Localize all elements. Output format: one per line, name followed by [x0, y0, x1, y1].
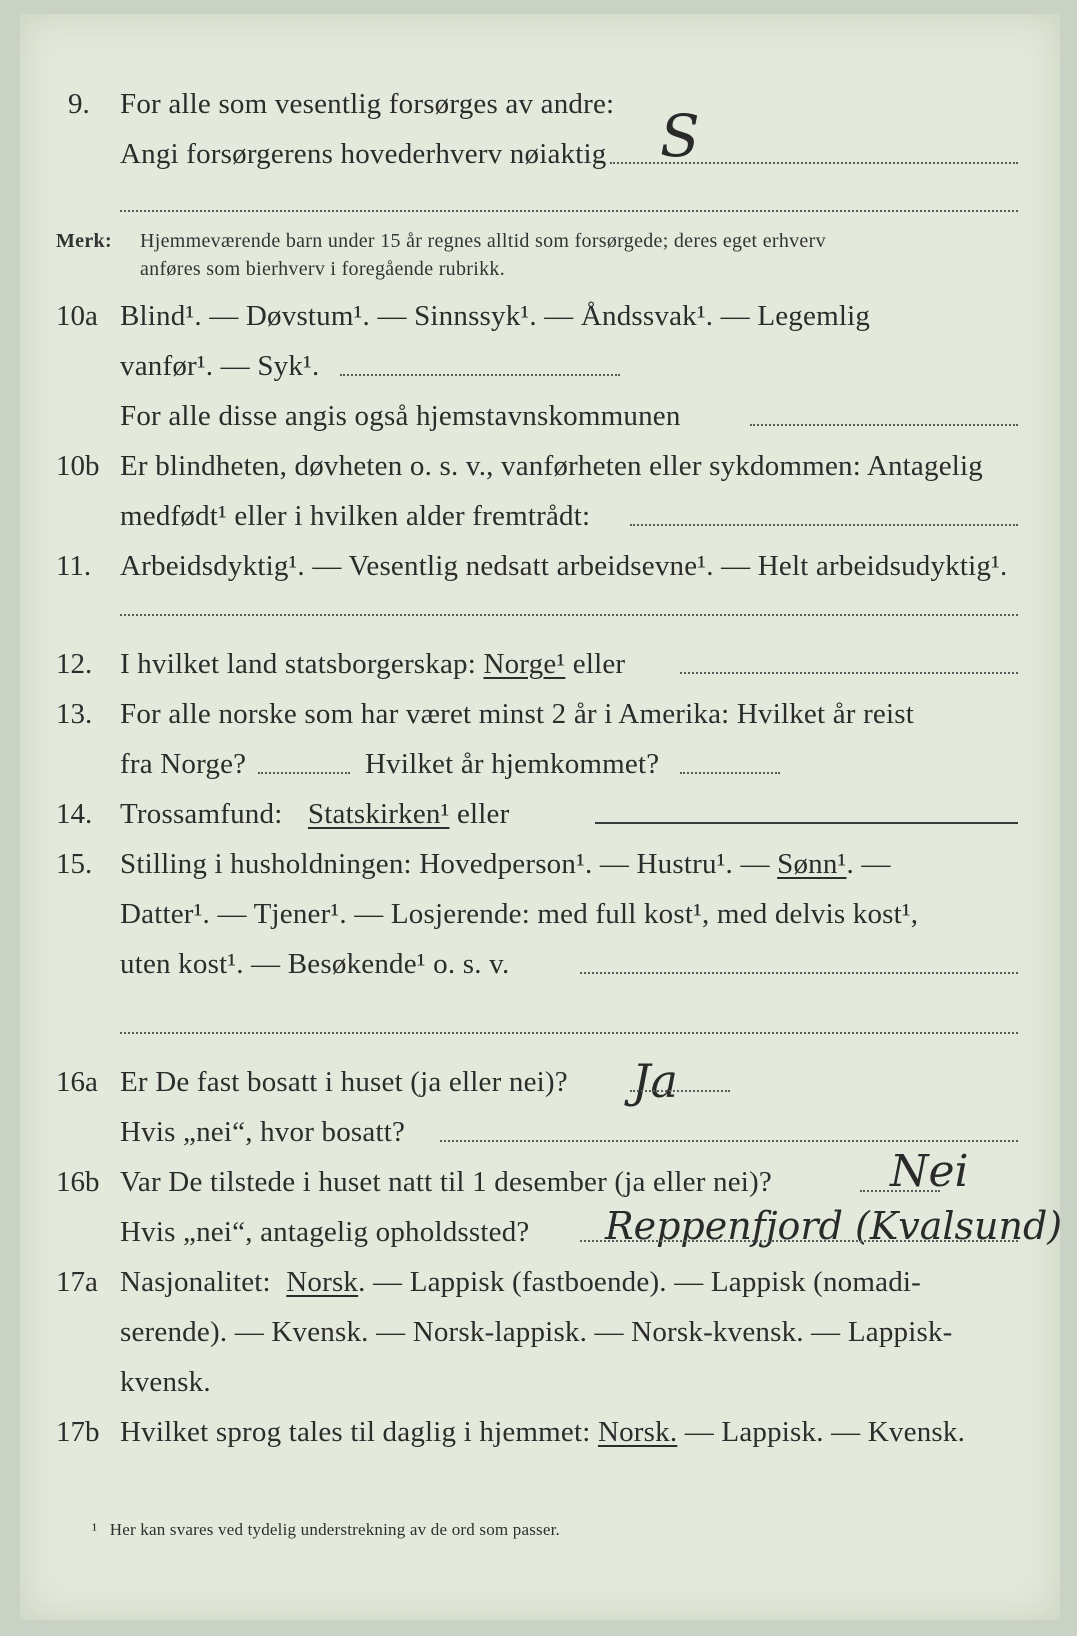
q16b-answer-line	[860, 1190, 940, 1192]
q16a-residence-line	[440, 1140, 1018, 1142]
q12-number: 12.	[56, 648, 93, 680]
q15-line1-suffix: . —	[846, 848, 891, 880]
q16b-number: 16b	[56, 1166, 100, 1198]
q14-prefix: Trossamfund:	[120, 798, 283, 830]
q15-number: 15.	[56, 848, 93, 880]
q17a-line2: serende). — Kvensk. — Norsk-lappisk. — Norsk-kvensk. — Lappisk-	[120, 1316, 953, 1348]
q17a-line3: kvensk.	[120, 1366, 211, 1398]
q10a-answer-line	[340, 374, 620, 376]
q17a-number: 17a	[56, 1266, 98, 1298]
q17b-prefix: Hvilket sprog tales til daglig i hjemmet:	[120, 1416, 591, 1448]
q15-line1	[120, 848, 891, 881]
q13-number: 13.	[56, 698, 93, 730]
merk-line2: anføres som bierhverv i foregående rubrikk.	[140, 258, 505, 280]
merk-label: Merk:	[56, 230, 112, 252]
q16a-line2: Hvis „nei“, hvor bosatt?	[120, 1116, 406, 1148]
q10a-line2: vanfør¹. — Syk¹.	[120, 350, 320, 382]
q13-line2a: fra Norge?	[120, 748, 247, 780]
q14-number: 14.	[56, 798, 93, 830]
q12-underlined-answer: Norge¹	[483, 648, 566, 680]
q10a-hometown-line	[750, 424, 1018, 426]
q10b-number: 10b	[56, 450, 100, 482]
q10b-line2: medfødt¹ eller i hvilken alder fremtrådt:	[120, 500, 591, 532]
q12-prefix: I hvilket land statsborgerskap:	[120, 648, 477, 680]
footnote	[92, 1520, 560, 1540]
q13-line2b: Hvilket år hjemkommet?	[365, 748, 660, 780]
q15-line1-prefix: Stilling i husholdningen: Hovedperson¹. — Hustru¹. —	[120, 848, 770, 880]
q17a-line1	[120, 1266, 921, 1299]
q16b-line1: Var De tilstede i huset natt til 1 desember (ja eller nei)?	[120, 1166, 772, 1198]
merk-line1: Hjemmeværende barn under 15 år regnes alltid som forsørgede; deres eget erhverv	[140, 230, 826, 252]
q10a-line1: Blind¹. — Døvstum¹. — Sinnssyk¹. — Åndssvak¹. — Legemlig	[120, 300, 871, 332]
q15-blank-line	[120, 1032, 1018, 1034]
q15-line3: uten kost¹. — Besøkende¹ o. s. v.	[120, 948, 510, 980]
q11-line1: Arbeidsdyktig¹. — Vesentlig nedsatt arbeidsevne¹. — Helt arbeidsudyktig¹.	[120, 550, 1008, 582]
q14-answer-line	[595, 822, 1018, 824]
q17a-line1-prefix: Nasjonalitet:	[120, 1266, 271, 1298]
q16a-answer-line	[630, 1090, 730, 1092]
q11-blank-line	[120, 614, 1018, 616]
census-form-page	[20, 14, 1063, 1620]
q13-year-left-line	[258, 772, 350, 774]
q16a-handwritten-answer: Ja	[632, 1054, 678, 1108]
q17b-number: 17b	[56, 1416, 100, 1448]
q17b-suffix: — Lappisk. — Kvensk.	[684, 1416, 966, 1448]
q16b-line2: Hvis „nei“, antagelig opholdssted?	[120, 1216, 530, 1248]
q16b-whereabouts-line	[580, 1240, 1018, 1242]
q17a-line1-suffix: . — Lappisk (fastboende). — Lappisk (nomadi-	[358, 1266, 922, 1298]
q14-underlined-answer: Statskirken¹	[307, 798, 450, 830]
q10a-number: 10a	[56, 300, 98, 332]
q15-answer-line	[580, 972, 1018, 974]
q14-suffix: eller	[456, 798, 510, 830]
q16b-handwritten-whereabouts: Reppenfjord (Kvalsund)	[605, 1204, 1063, 1248]
q12-answer-line	[680, 672, 1018, 674]
q17b-line	[120, 1416, 965, 1449]
footnote-mark: ¹	[92, 1520, 98, 1539]
q17b-underlined-answer: Norsk.	[597, 1416, 678, 1448]
q15-line2: Datter¹. — Tjener¹. — Losjerende: med full kost¹, med delvis kost¹,	[120, 898, 919, 930]
q13-year-returned-line	[680, 772, 780, 774]
q9-blank-line	[120, 210, 1018, 212]
q16a-line1: Er De fast bosatt i huset (ja eller nei)?	[120, 1066, 568, 1098]
q10b-answer-line	[630, 524, 1018, 526]
q17a-underlined-answer: Norsk	[286, 1266, 359, 1298]
q9-question-line2: Angi forsørgerens hovederhverv nøiaktig	[120, 138, 607, 170]
q10a-line3: For alle disse angis også hjemstavnskommunen	[120, 400, 681, 432]
q12-line	[120, 648, 625, 681]
q10b-line1: Er blindheten, døvheten o. s. v., vanførheten eller sykdommen: Antagelig	[120, 450, 983, 482]
q9-number: 9.	[68, 88, 90, 120]
q9-handwritten-answer: S	[660, 102, 700, 170]
q12-suffix: eller	[572, 648, 626, 680]
q9-question-line1: For alle som vesentlig forsørges av andre:	[120, 88, 615, 120]
q14-line	[120, 798, 509, 831]
q16a-number: 16a	[56, 1066, 98, 1098]
footnote-text: Her kan svares ved tydelig understrekning av de ord som passer.	[109, 1520, 560, 1539]
q15-underlined-answer: Sønn¹	[777, 848, 847, 880]
q11-number: 11.	[56, 550, 92, 582]
q13-line1: For alle norske som har været minst 2 år i Amerika: Hvilket år reist	[120, 698, 915, 730]
q16b-handwritten-answer: Nei	[890, 1146, 969, 1197]
